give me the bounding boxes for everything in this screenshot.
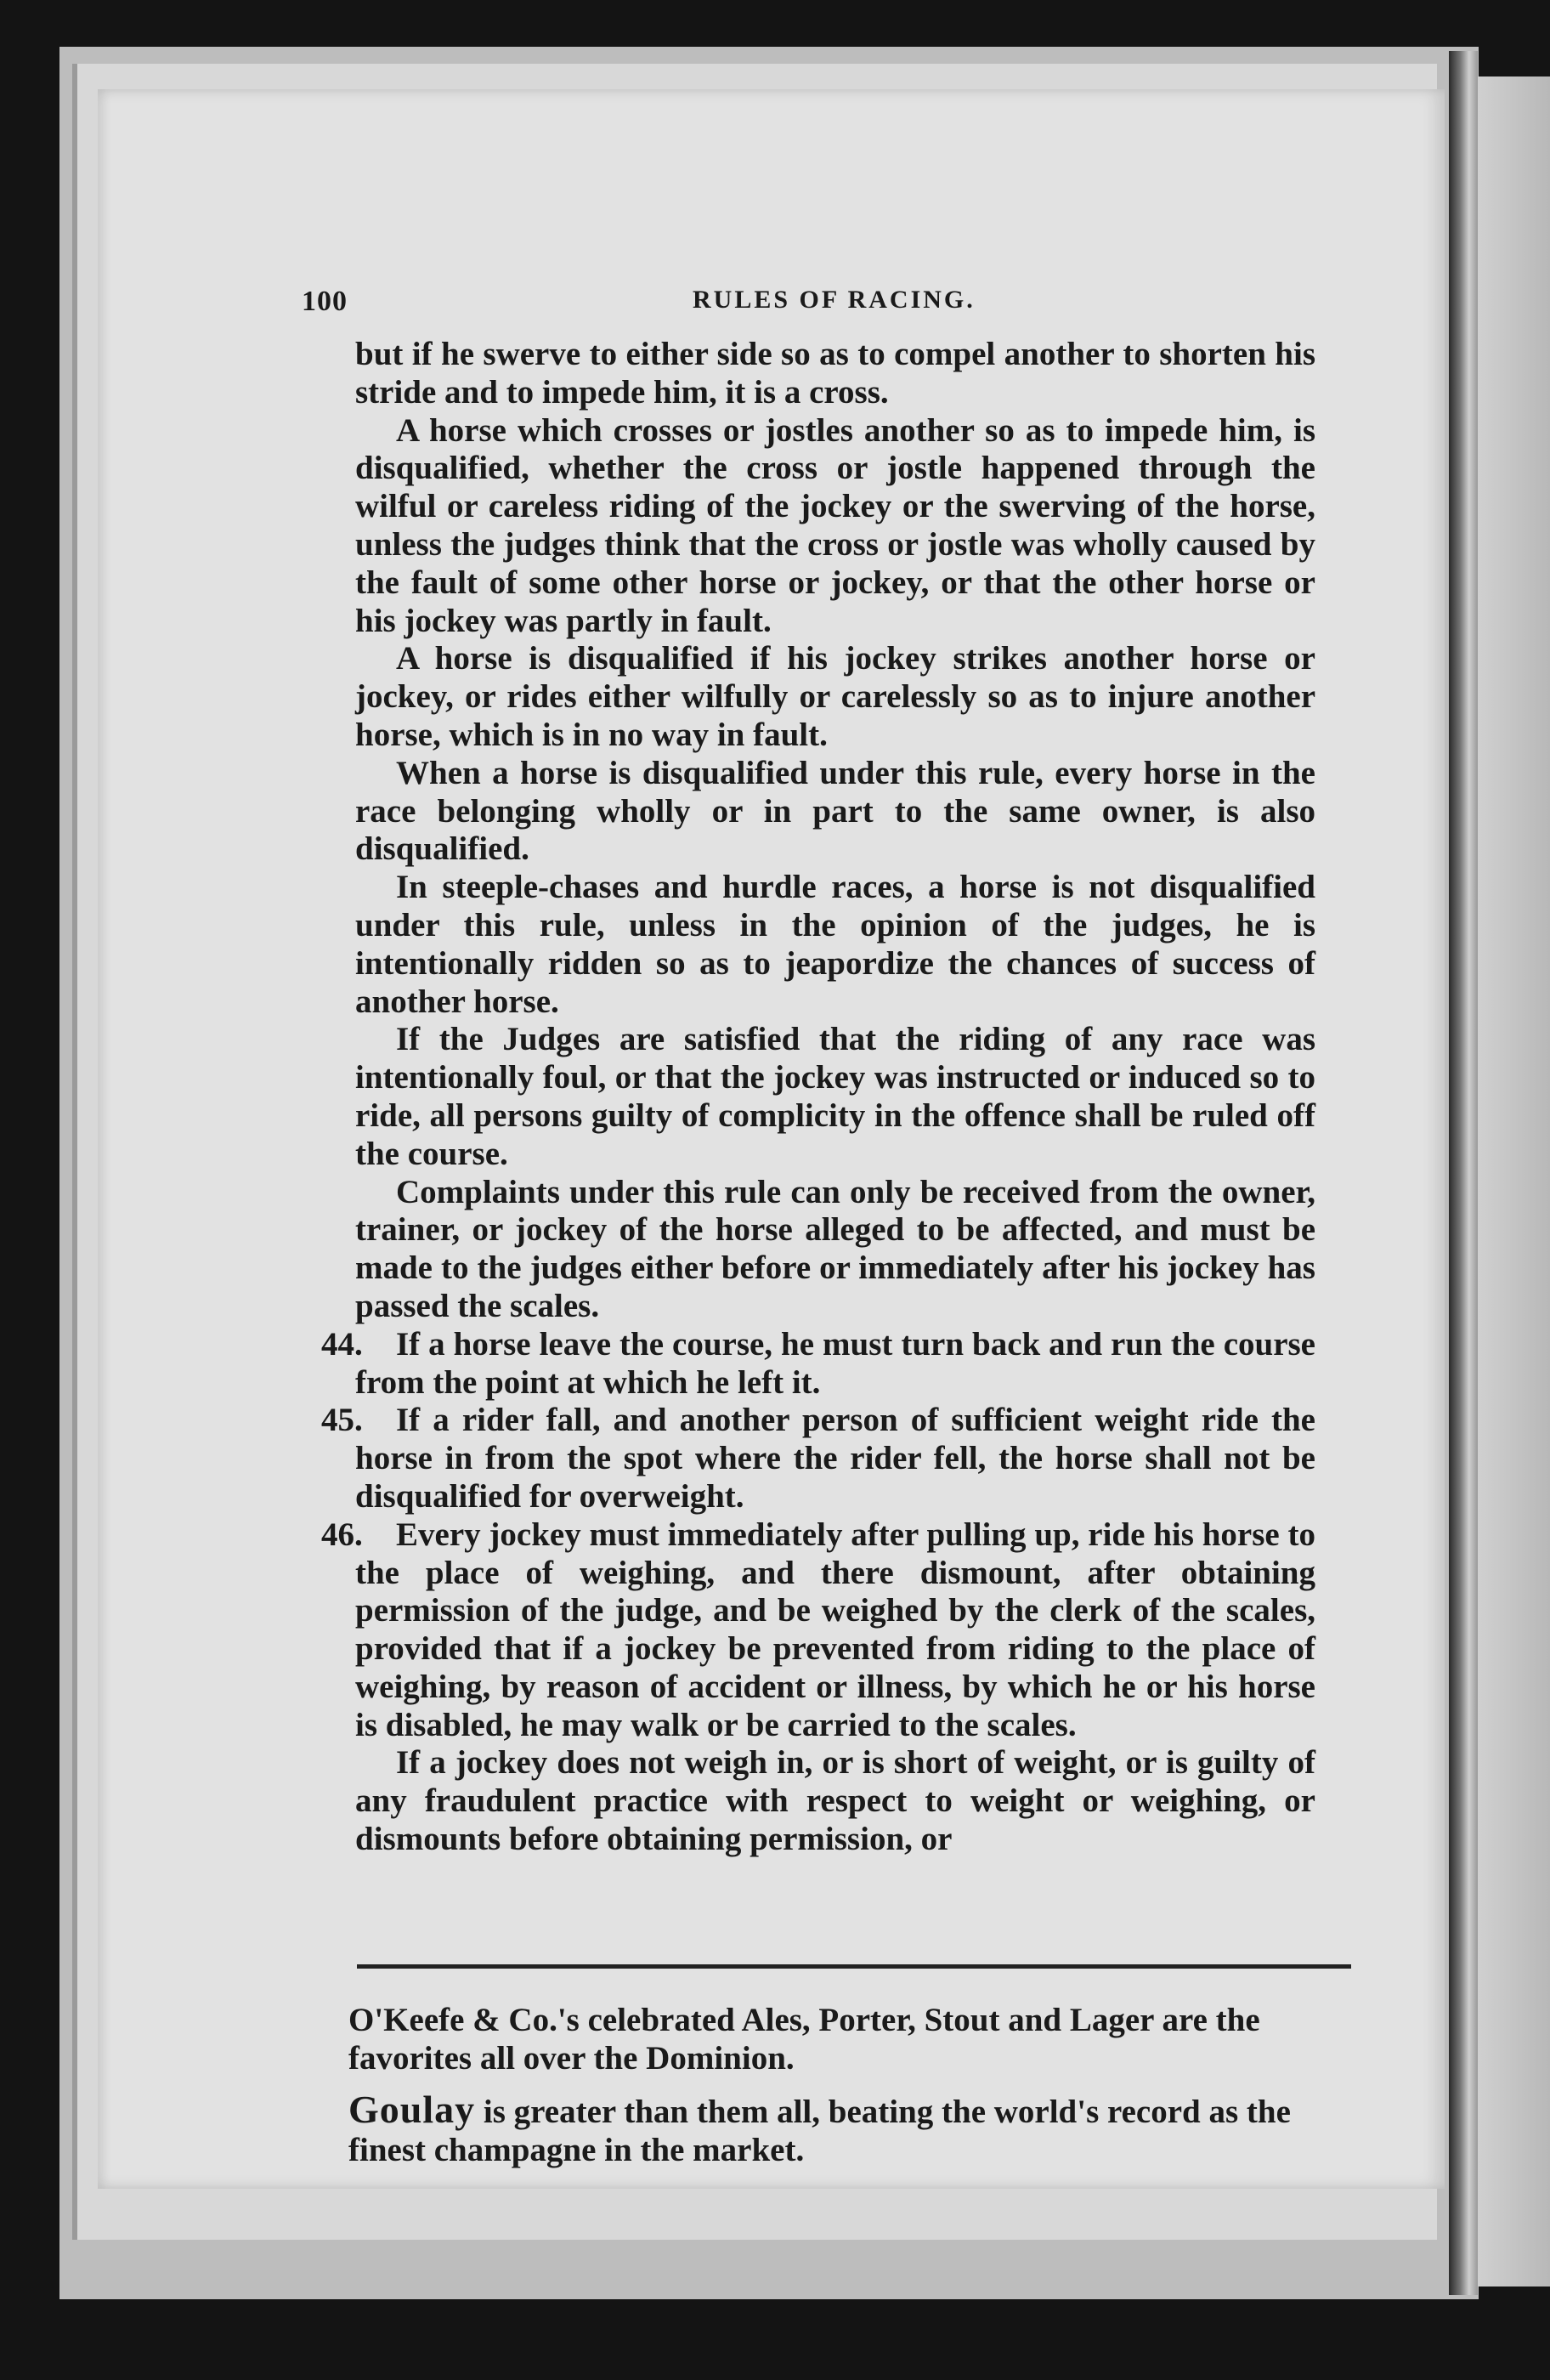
rule-text: If a horse leave the course, he must turn back and run the course from the point at which he left it. [355, 1325, 1315, 1401]
ad-text: is greater than them all, beating the world's record as the finest champagne in the market. [348, 2094, 1291, 2168]
rule-number: 46. [321, 1516, 363, 1553]
rule-text: Every jockey must immediately after pulling up, ride his horse to the place of weighing, and there dismount, after obtaining permission of the judge, and be weighed by the clerk of the scales, provided that if a jockey be prevented from riding to the place of weighing, by reason of accident or illness, by which he or his horse is disabled, he may walk or be carried to the scales. [355, 1516, 1315, 1743]
rule-45 [321, 1402, 1315, 1516]
paragraph: If the Judges are satisfied that the riding of any race was intentionally foul, or that the jockey was instructed or induced so to ride, all persons guilty of complicity in the offence shall be ruled off the course. [355, 1021, 1315, 1172]
facing-page-edge [1478, 76, 1550, 2286]
rule-number: 44. [321, 1325, 363, 1363]
paragraph: A horse is disqualified if his jockey strikes another horse or jockey, or rides either wilfully or carelessly so as to injure another horse, which is in no way in fault. [355, 640, 1315, 753]
paragraph: but if he swerve to either side so as to compel another to shorten his stride and to impede him, it is a cross. [355, 336, 1315, 411]
book-spine [1449, 51, 1478, 2295]
footer-divider [357, 1964, 1351, 1969]
ad-okeefe: O'Keefe & Co.'s celebrated Ales, Porter, Stout and Lager are the favorites all over the Dominion. [348, 2002, 1260, 2077]
paragraph: Complaints under this rule can only be received from the owner, trainer, or jockey of the horse alleged to be affected, and must be made to the judges either before or immediately after his jockey has passed the scales. [355, 1173, 1315, 1324]
closing-paragraph: If a jockey does not weigh in, or is short of weight, or is guilty of any fraudulent practice with respect to weight or weighing, or dismounts before obtaining permission, or [355, 1744, 1315, 1858]
advertisements [348, 2002, 1360, 2183]
rule-number: 45. [321, 1402, 363, 1439]
paragraph: A horse which crosses or jostles another so as to impede him, is disqualified, whether the cross or jostle happened through the wilful or careless riding of the jockey or the swerving of the horse, unless the judges think that the cross or jostle was wholly caused by the fault of some other horse or jockey, or that the other horse or his jockey was partly in fault. [355, 411, 1315, 639]
paragraph: In steeple-chases and hurdle races, a horse is not disqualified under this rule, unless in the opinion of the judges, he is intentionally ridden so as to jeapordize the chances of success of another horse. [355, 869, 1315, 1020]
rule-46 [321, 1516, 1315, 1745]
running-head: RULES OF RACING. [693, 286, 976, 314]
ad-brand: Goulay [348, 2088, 476, 2131]
page-header [302, 280, 1347, 323]
ad-goulay [348, 2088, 1360, 2169]
body-text [321, 336, 1315, 1859]
page-number: 100 [302, 286, 348, 317]
rule-text: If a rider fall, and another person of sufficient weight ride the horse in from the spot where the rider fell, the horse shall not be disqualified for overweight. [355, 1402, 1315, 1515]
paragraph: When a horse is disqualified under this rule, every horse in the race belonging wholly or in part to the same owner, is also disqualified. [355, 754, 1315, 868]
rule-44 [321, 1325, 1315, 1402]
